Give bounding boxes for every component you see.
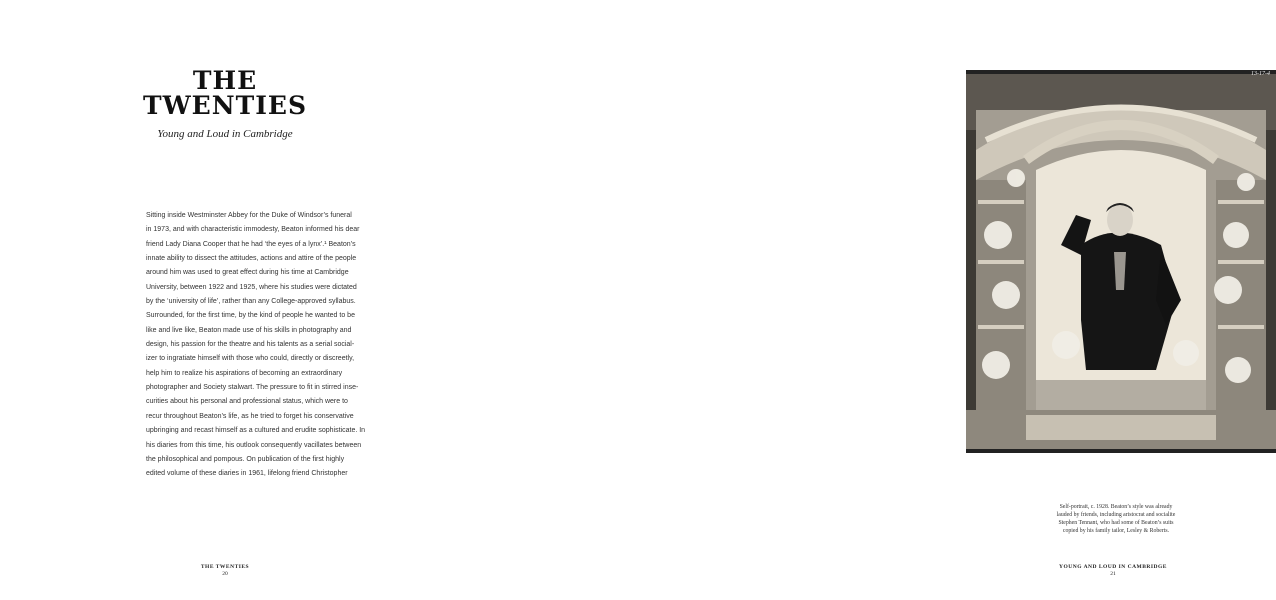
left-folio	[190, 564, 260, 577]
body-text	[146, 209, 366, 482]
chapter-title-line: TWENTIES	[143, 91, 307, 120]
body-line: photographer and Society stalwart. The pressure to fit in stirred inse-	[146, 384, 359, 392]
body-line: curities about his personal and professional status, which were to	[146, 398, 348, 406]
body-line: upbringing and recast himself as a cultured and erudite sophisticate. In	[146, 427, 366, 435]
chapter-title-line: THE	[192, 66, 258, 95]
body-line: around him was used to great effect during his time at Cambridge	[146, 269, 349, 277]
body-line: design, his passion for the theatre and his talents as a serial social-	[146, 341, 355, 349]
body-line: izer to ingratiate himself with those who could, directly or discreetly,	[146, 355, 355, 363]
right-folio	[1043, 564, 1183, 577]
body-line: his diaries from this time, his outlook consequently vacillates between	[146, 441, 362, 449]
self-portrait-photo	[966, 70, 1276, 453]
caption-line: Stephen Tennant, who had some of Beaton’s suits	[1058, 520, 1174, 526]
chapter-subtitle: Young and Loud in Cambridge	[157, 128, 293, 140]
body-line: Sitting inside Westminster Abbey for the Duke of Windsor’s funeral	[146, 212, 352, 219]
body-line: like and live like, Beaton made use of his skills in photography and	[146, 326, 352, 334]
body-line: in 1973, and with characteristic immodesty, Beaton informed his dear	[146, 226, 360, 234]
body-line: University, between 1922 and 1925, where his studies were dictated	[146, 283, 357, 291]
page-number: 20	[222, 571, 228, 577]
body-line: by the ‘university of life’, rather than any College-approved syllabus.	[146, 298, 356, 306]
photo-caption	[1046, 503, 1186, 535]
running-head: YOUNG AND LOUD IN CAMBRIDGE	[1059, 564, 1167, 570]
body-line: recur throughout Beaton’s life, as he tried to forget his conservative	[146, 412, 354, 420]
caption-line: lauded by friends, including aristocrat and socialite	[1056, 512, 1176, 518]
body-line: edited volume of these diaries in 1961, lifelong friend Christopher	[146, 470, 348, 478]
body-line: the philosophical and pompous. On publication of the first highly	[146, 455, 345, 463]
left-page	[0, 0, 448, 600]
body-line: friend Lady Diana Cooper that he had ‘the eyes of a lynx’.¹ Beaton’s	[146, 240, 356, 248]
photo-annotation: 13-17-4	[1251, 71, 1270, 77]
photo-illustration	[966, 70, 1276, 453]
caption-line: Self-portrait, c. 1928. Beaton’s style was already	[1059, 504, 1173, 510]
body-line: help him to realize his aspirations of becoming an extraordinary	[146, 369, 343, 377]
body-line: Surrounded, for the first time, by the kind of people he wanted to be	[146, 312, 355, 320]
caption-line: copied by his family tailor, Lesley & Roberts.	[1062, 528, 1170, 534]
chapter-title	[120, 68, 330, 118]
right-page	[448, 0, 1270, 600]
body-line: innate ability to dissect the attitudes, actions and attire of the people	[146, 255, 357, 263]
running-head: THE TWENTIES	[200, 564, 250, 570]
page-number: 21	[1110, 571, 1116, 577]
